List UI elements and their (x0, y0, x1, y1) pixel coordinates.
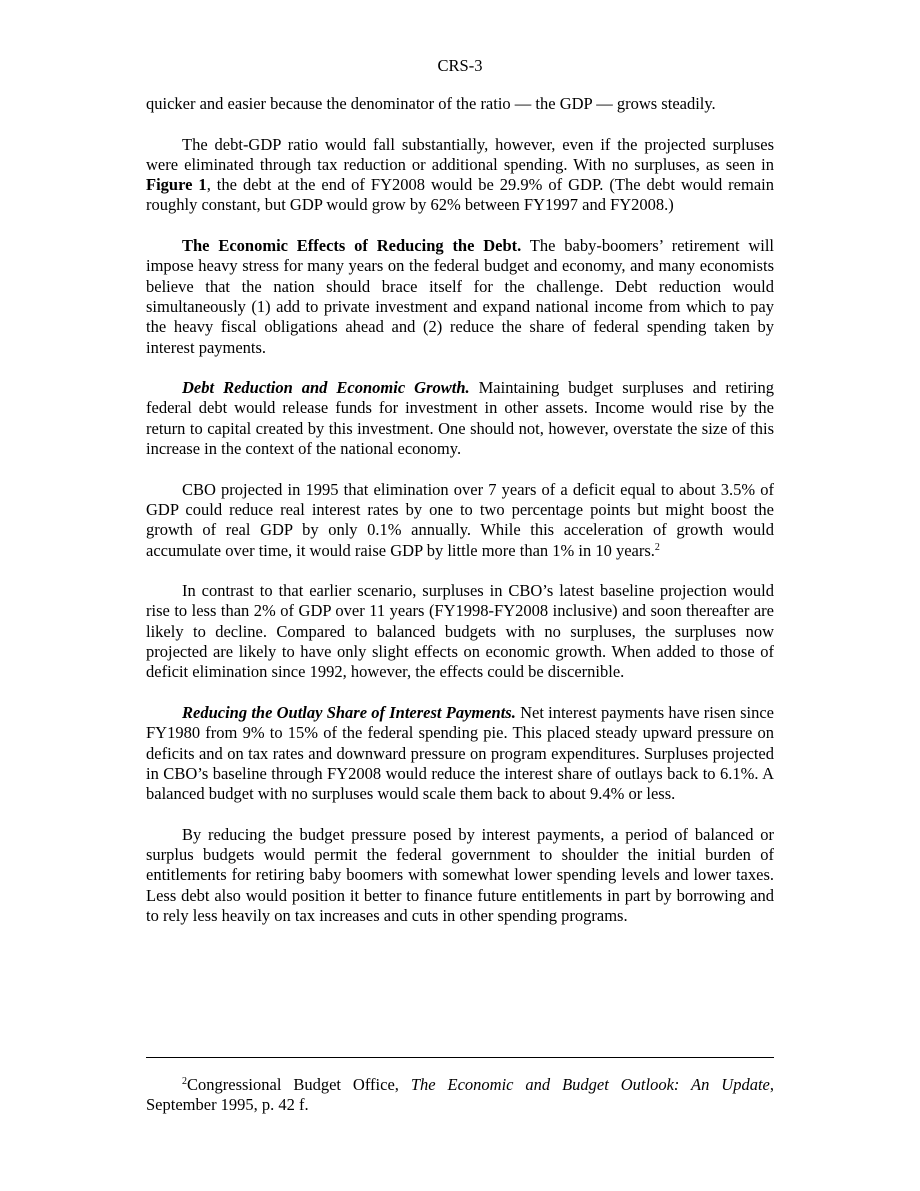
footnote-separator (146, 1057, 774, 1058)
paragraph-5 (146, 480, 774, 561)
paragraph-4-text: Maintaining budget surpluses and retiring federal debt would release funds for investment in other assets. Income would rise by the return to capital created by this investment. One should not, however, overstate the size of this increase in the context of the national economy. (146, 378, 774, 459)
footnote-text-a: Congressional Budget Office, (187, 1075, 411, 1094)
paragraph-4 (146, 378, 774, 459)
paragraph-5-text: CBO projected in 1995 that elimination over 7 years of a deficit equal to about 3.5% of GDP could reduce real interest rates by one to two percentage points but might boost the growth of real GDP by only 0.1% annually. While this acceleration of growth would accumulate over time, it would raise GDP by little more than 1% in 10 years. (146, 479, 774, 560)
paragraph-6: In contrast to that earlier scenario, surpluses in CBO’s latest baseline projection would rise to less than 2% of GDP over 11 years (FY1998-FY2008 inclusive) and soon thereafter are likely to decline. Compared to balanced budgets with no surpluses, the surpluses now projected are likely to have only slight effects on economic growth. When added to those of deficit elimination since 1992, however, the effects could be discernible. (146, 581, 774, 682)
section-heading-economic-effects: The Economic Effects of Reducing the Debt. (182, 236, 522, 256)
document-body (146, 94, 774, 946)
paragraph-3-text: The baby-boomers’ retirement will impose heavy stress for many years on the federal budget and economy, and many economists believe that the nation should brace itself for the challenge. Debt reduction would simultaneously (1) add to private investment and expand national income from which to pay the heavy fiscal obligations ahead and (2) reduce the share of federal spending taken by interest payments. (146, 236, 774, 357)
paragraph-2-text-b: , the debt at the end of FY2008 would be 29.9% of GDP. (The debt would remain roughly constant, but GDP would grow by 62% between FY1997 and FY2008.) (146, 175, 774, 215)
paragraph-1: quicker and easier because the denominator of the ratio — the GDP — grows steadily. (146, 94, 716, 113)
footnote-text-b: , September 1995, p. 42 f. (146, 1075, 774, 1115)
paragraph-3 (146, 236, 774, 358)
subheading-debt-reduction-growth: Debt Reduction and Economic Growth. (182, 378, 470, 398)
paragraph-7-text: Net interest payments have risen since FY1980 from 9% to 15% of the federal spending pie. This placed steady upward pressure on deficits and on tax rates and downward pressure on program expenditures. Surpluses projected in CBO’s baseline through FY2008 would reduce the interest share of outlays back to 6.1%. A balanced budget with no surpluses would scale them back to about 9.4% or less. (146, 702, 774, 804)
figure-1-reference: Figure 1 (146, 175, 207, 195)
paragraph-7 (146, 703, 774, 804)
page-header: CRS-3 (437, 56, 483, 75)
paragraph-8: By reducing the budget pressure posed by interest payments, a period of balanced or surplus budgets would permit the federal government to shoulder the initial burden of entitlements for retiring baby boomers with somewhat lower spending levels and lower taxes. Less debt also would position it better to finance future entitlements in part by borrowing and to rely less heavily on tax increases and cuts in other spending programs. (146, 824, 774, 925)
footnote-cited-title: The Economic and Budget Outlook: An Update (410, 1075, 770, 1094)
paragraph-2-text-a: The debt-GDP ratio would fall substantially, however, even if the projected surpluses were eliminated through tax reduction or additional spending. With no surpluses, as seen in (146, 134, 774, 174)
footnote-reference-2: 2 (654, 541, 660, 553)
footnote-marker: 2 (182, 1076, 187, 1087)
subheading-outlay-share-interest: Reducing the Outlay Share of Interest Payments. (182, 702, 516, 722)
footnote (146, 1075, 774, 1116)
paragraph-2 (146, 135, 774, 216)
